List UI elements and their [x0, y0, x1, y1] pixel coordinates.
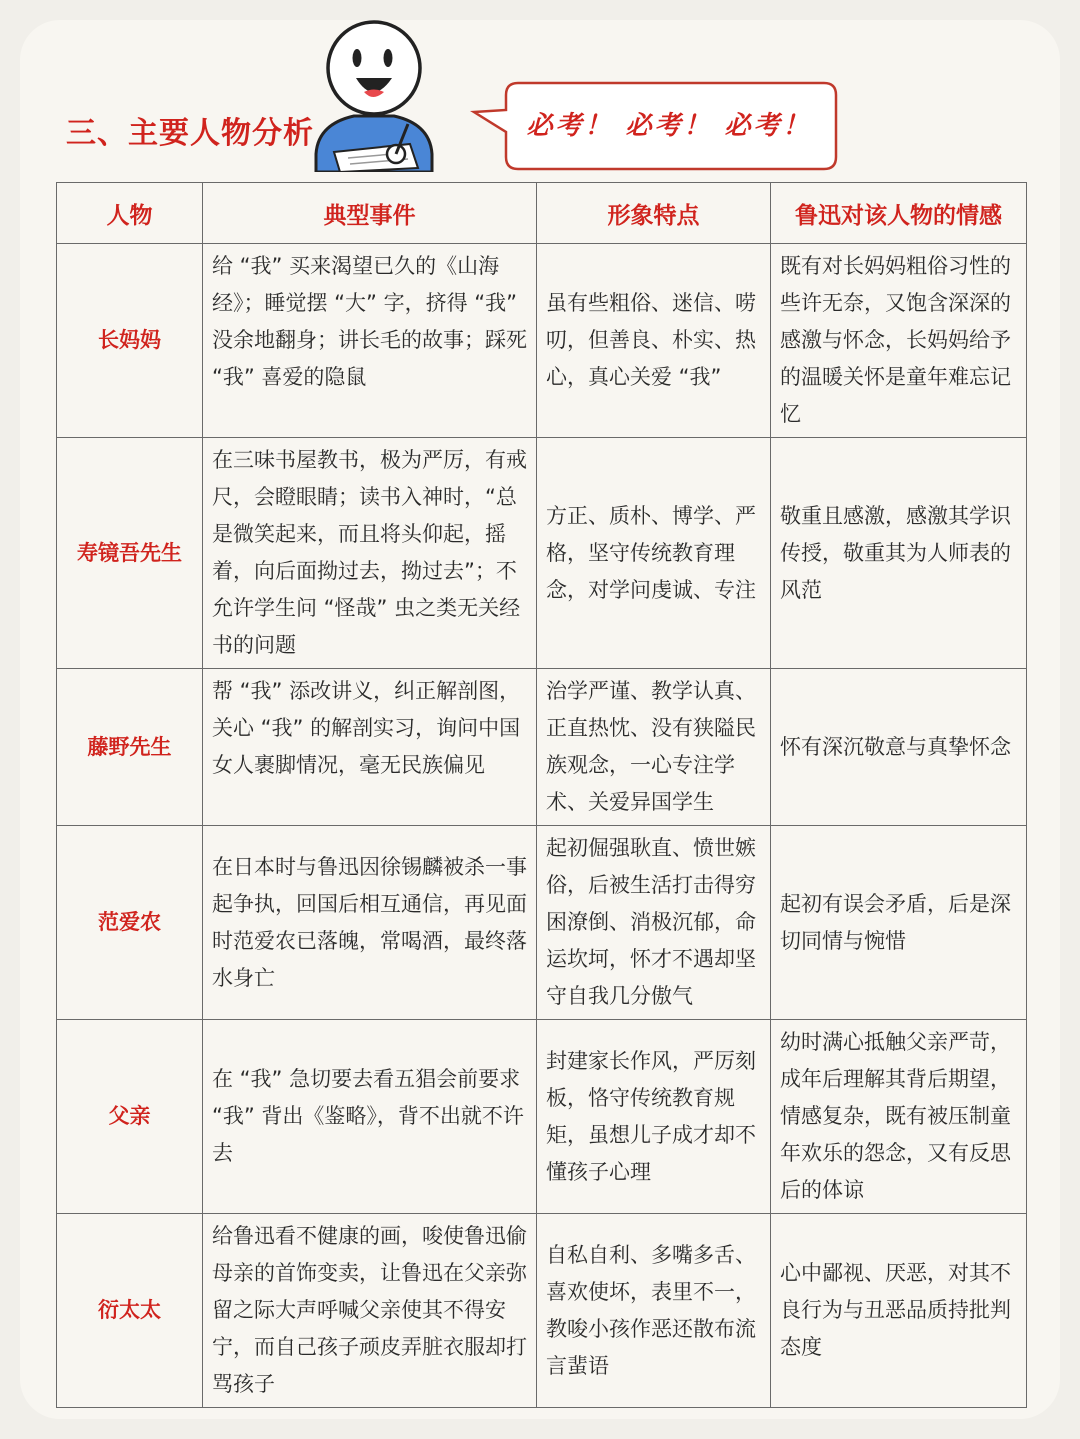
character-name: 藤野先生 — [57, 669, 203, 826]
character-traits: 治学严谨、教学认真、正直热忱、没有狭隘民族观念，一心专注学术、关爱异国学生 — [537, 669, 771, 826]
typical-event: 给 “我” 买来渴望已久的《山海经》；睡觉摆 “大” 字，挤得 “我” 没余地翻身；讲长毛的故事；踩死 “我” 喜爱的隐鼠 — [203, 244, 537, 438]
character-name: 长妈妈 — [57, 244, 203, 438]
table-row — [57, 826, 1027, 1020]
header-event: 典型事件 — [203, 183, 537, 244]
table-row — [57, 244, 1027, 438]
typical-event: 在日本时与鲁迅因徐锡麟被杀一事起争执，回国后相互通信，再见面时范爱农已落魄，常喝酒，最终落水身亡 — [203, 826, 537, 1020]
author-feelings: 怀有深沉敬意与真挚怀念 — [771, 669, 1027, 826]
typical-event: 在三味书屋教书，极为严厉，有戒尺，会瞪眼睛；读书入神时，“总是微笑起来，而且将头仰起，摇着，向后面拗过去，拗过去”；不允许学生问 “怪哉” 虫之类无关经书的问题 — [203, 438, 537, 669]
bubble-text: 必考！ 必考！ 必考！ — [526, 111, 812, 141]
header-feelings: 鲁迅对该人物的情感 — [771, 183, 1027, 244]
author-feelings: 幼时满心抵触父亲严苛，成年后理解其背后期望，情感复杂，既有被压制童年欢乐的怨念，又有反思后的体谅 — [771, 1020, 1027, 1214]
header-character: 人物 — [57, 183, 203, 244]
character-name: 寿镜吾先生 — [57, 438, 203, 669]
table-row — [57, 1020, 1027, 1214]
author-feelings: 心中鄙视、厌恶，对其不良行为与丑恶品质持批判态度 — [771, 1214, 1027, 1408]
table-row — [57, 669, 1027, 826]
character-traits: 虽有些粗俗、迷信、唠叨，但善良、朴实、热心，真心关爱 “我” — [537, 244, 771, 438]
character-analysis-table — [56, 182, 1027, 1408]
section-title: 三、主要人物分析 — [66, 116, 314, 151]
author-feelings: 既有对长妈妈粗俗习性的些许无奈，又饱含深深的感激与怀念，长妈妈给予的温暖关怀是童年难忘记忆 — [771, 244, 1027, 438]
author-feelings: 敬重且感激，感激其学识传授，敬重其为人师表的风范 — [771, 438, 1027, 669]
character-traits: 封建家长作风，严厉刻板，恪守传统教育规矩，虽想儿子成才却不懂孩子心理 — [537, 1020, 771, 1214]
table-row — [57, 1214, 1027, 1408]
character-traits: 方正、质朴、博学、严格，坚守传统教育理念，对学问虔诚、专注 — [537, 438, 771, 669]
header-traits: 形象特点 — [537, 183, 771, 244]
character-traits: 自私自利、多嘴多舌、喜欢使坏，表里不一，教唆小孩作恶还散布流言蜚语 — [537, 1214, 771, 1408]
author-feelings: 起初有误会矛盾，后是深切同情与惋惜 — [771, 826, 1027, 1020]
typical-event: 给鲁迅看不健康的画，唆使鲁迅偷母亲的首饰变卖，让鲁迅在父亲弥留之际大声呼喊父亲使其不得安宁，而自己孩子顽皮弄脏衣服却打骂孩子 — [203, 1214, 537, 1408]
character-traits: 起初倔强耿直、愤世嫉俗，后被生活打击得穷困潦倒、消极沉郁，命运坎坷，怀才不遇却坚守自我几分傲气 — [537, 826, 771, 1020]
student-mascot-icon — [304, 12, 444, 172]
character-name: 范爱农 — [57, 826, 203, 1020]
character-name: 衍太太 — [57, 1214, 203, 1408]
table-row — [57, 438, 1027, 669]
table-header-row — [57, 183, 1027, 244]
character-name: 父亲 — [57, 1020, 203, 1214]
typical-event: 在 “我” 急切要去看五猖会前要求 “我” 背出《鉴略》，背不出就不许去 — [203, 1020, 537, 1214]
typical-event: 帮 “我” 添改讲义，纠正解剖图，关心 “我” 的解剖实习，询问中国女人裹脚情况，毫无民族偏见 — [203, 669, 537, 826]
